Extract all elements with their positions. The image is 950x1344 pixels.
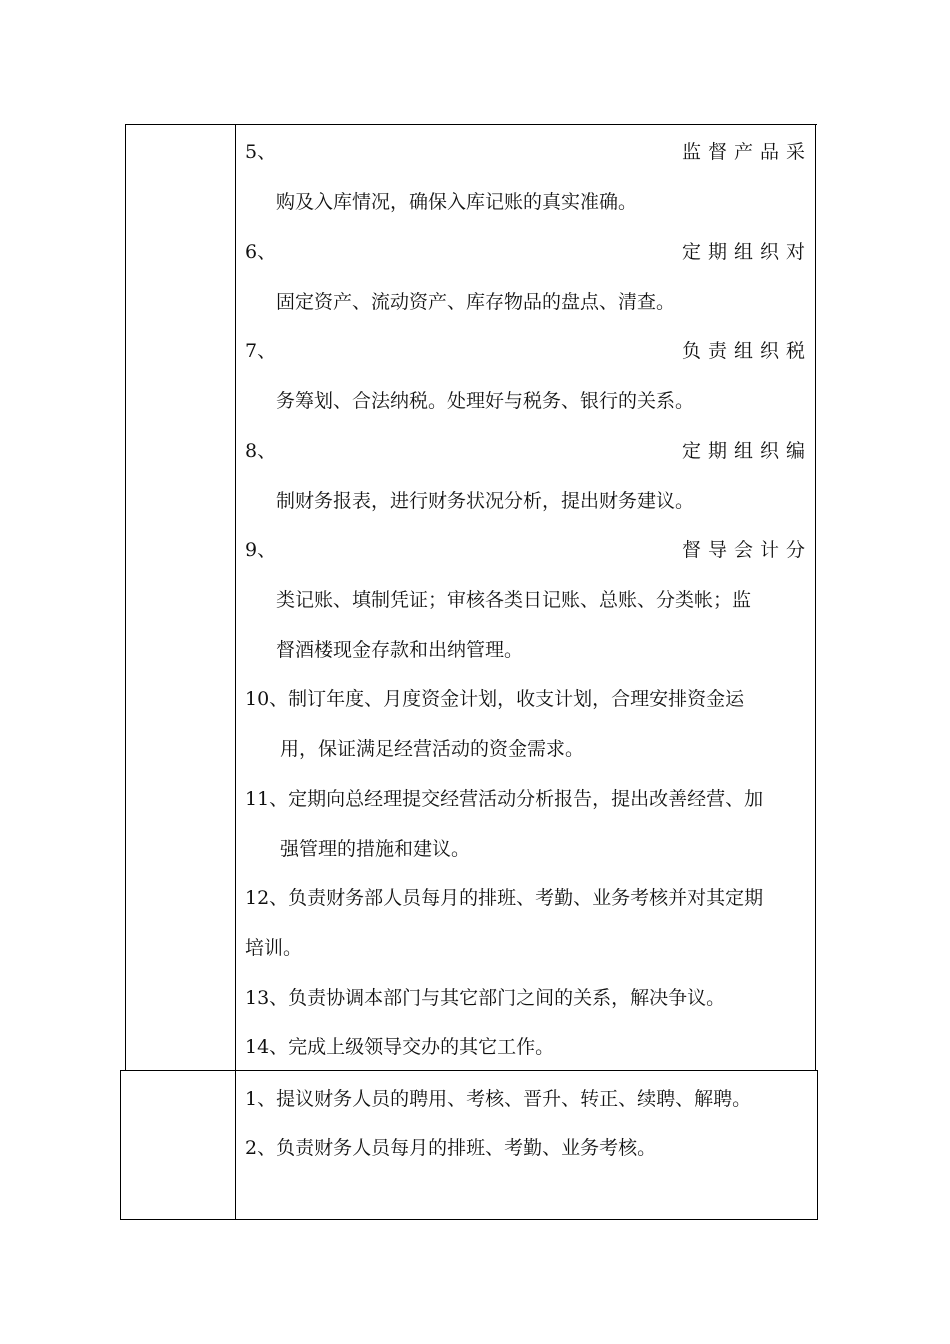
item-heading: 定期组织编 [681, 440, 812, 462]
item-text: 11、定期向总经理提交经营活动分析报告，提出改善经营、加 [245, 788, 764, 810]
duty-item-13 [245, 981, 805, 1015]
duty-item-12 [245, 881, 805, 915]
table-right-border-lower [817, 1070, 818, 1220]
duty-item-5 [245, 135, 812, 169]
item-heading: 督导会计分 [681, 539, 812, 561]
item-text: 强管理的措施和建议。 [280, 838, 471, 860]
duty-item-7-continued [245, 384, 805, 418]
duty-item-9-continued-2 [245, 633, 805, 667]
duty-item-10-continued [245, 732, 805, 766]
duty-item-6-continued [245, 285, 805, 319]
item-number: 6、 [245, 241, 277, 263]
item-number: 9、 [245, 539, 277, 561]
duty-item-8 [245, 434, 812, 468]
item-text: 固定资产、流动资产、库存物品的盘点、清查。 [276, 291, 676, 313]
item-text: 务筹划、合法纳税。处理好与税务、银行的关系。 [276, 390, 695, 412]
duty-item-14 [245, 1030, 805, 1064]
item-heading: 监督产品采 [681, 141, 812, 163]
authority-item-1 [245, 1082, 805, 1116]
item-number: 8、 [245, 440, 277, 462]
item-text: 10、制订年度、月度资金计划，收支计划，合理安排资金运 [245, 688, 745, 710]
table-bottom-border [120, 1219, 818, 1220]
duty-item-6 [245, 235, 812, 269]
duty-item-11 [245, 782, 805, 816]
item-text: 督酒楼现金存款和出纳管理。 [276, 639, 524, 661]
item-text: 13、负责协调本部门与其它部门之间的关系，解决争议。 [245, 987, 726, 1009]
item-heading: 负责组织税 [681, 340, 812, 362]
item-text: 培训。 [245, 937, 303, 959]
table-left-border-upper [125, 124, 126, 1070]
table-right-border-upper [815, 124, 816, 1070]
item-text: 类记账、填制凭证；审核各类日记账、总账、分类帐；监 [276, 589, 752, 611]
item-number: 7、 [245, 340, 277, 362]
item-heading: 定期组织对 [681, 241, 812, 263]
duty-item-7 [245, 334, 812, 368]
item-text: 购及入库情况，确保入库记账的真实准确。 [276, 191, 638, 213]
item-text: 1、提议财务人员的聘用、考核、晋升、转正、续聘、解聘。 [245, 1088, 752, 1110]
duty-item-10 [245, 682, 805, 716]
item-text: 12、负责财务部人员每月的排班、考勤、业务考核并对其定期 [245, 887, 764, 909]
table-top-border [125, 124, 817, 125]
duty-item-8-continued [245, 484, 805, 518]
duty-item-11-continued [245, 832, 805, 866]
item-text: 用，保证满足经营活动的资金需求。 [280, 738, 585, 760]
row-divider [120, 1070, 818, 1071]
duty-item-12-continued [245, 931, 805, 965]
duty-item-9-continued [245, 583, 805, 617]
item-number: 5、 [245, 141, 277, 163]
authority-item-2 [245, 1131, 805, 1165]
item-text: 14、完成上级领导交办的其它工作。 [245, 1036, 555, 1058]
item-text: 制财务报表，进行财务状况分析，提出财务建议。 [276, 490, 695, 512]
table-left-border-lower [120, 1070, 121, 1220]
item-text: 2、负责财务人员每月的排班、考勤、业务考核。 [245, 1137, 657, 1159]
column-divider [235, 124, 236, 1219]
duty-item-5-continued [245, 185, 805, 219]
duty-item-9 [245, 533, 812, 567]
